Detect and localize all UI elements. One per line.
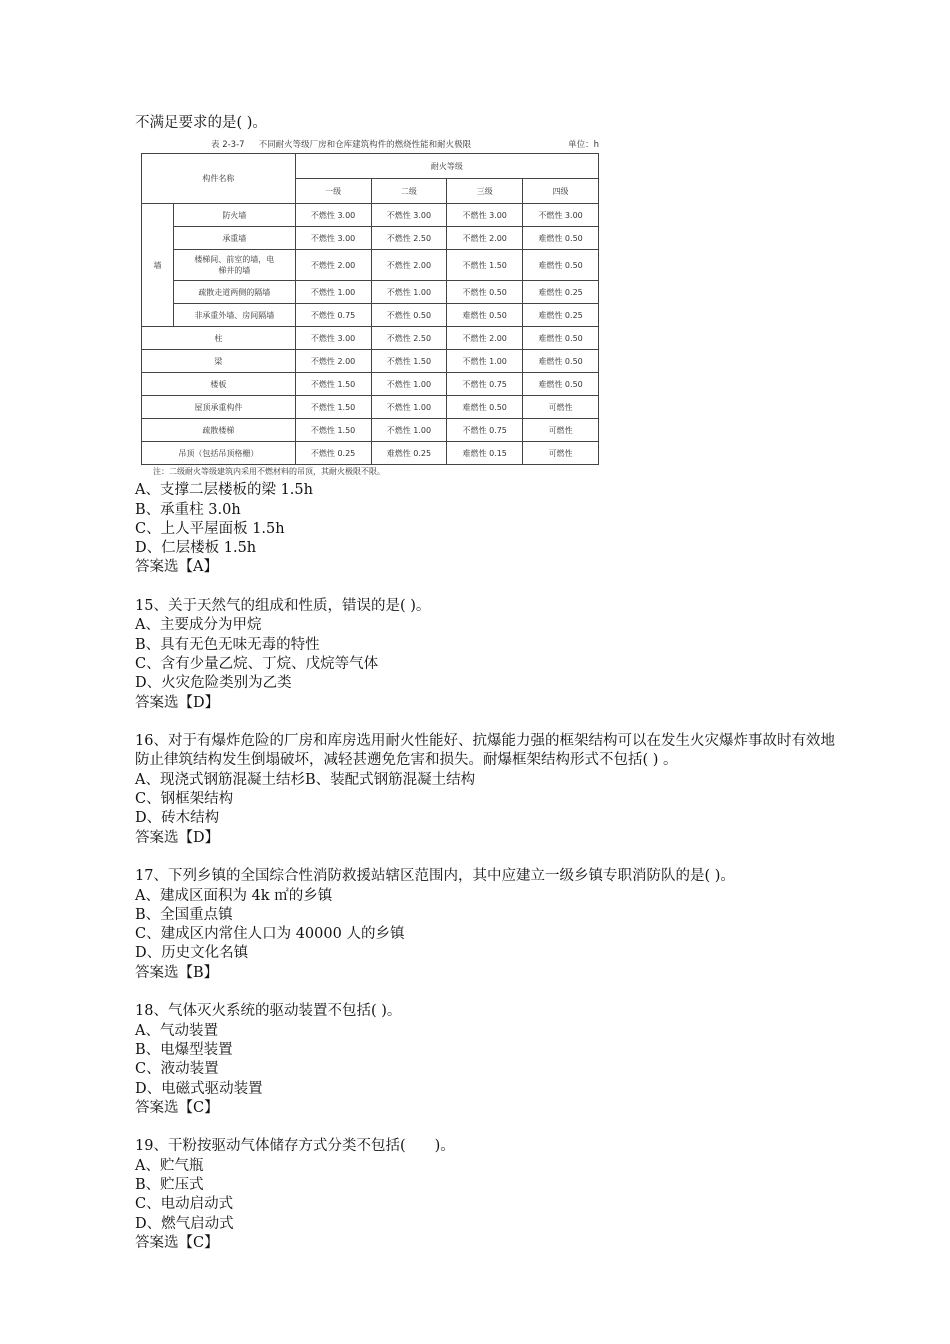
cell: 不燃性 1.00 (371, 419, 447, 442)
table-row (142, 442, 599, 465)
cell: 难燃性 0.25 (523, 304, 599, 327)
row-name: 吊顶（包括吊顶格栅） (142, 442, 296, 465)
table-row (142, 250, 599, 281)
row-name: 疏散楼梯 (142, 419, 296, 442)
table-note: 注：二级耐火等级建筑内采用不燃材料的吊顶，其耐火极限不限。 (153, 467, 385, 477)
option: A、现浇式钢筋混凝土结杉B、装配式钢筋混凝土结构 (135, 771, 476, 788)
option: C、钢框架结构 (135, 791, 234, 808)
question-stem: 19、干粉按驱动气体储存方式分类不包括( )。 (135, 1138, 455, 1155)
table-row (142, 204, 599, 227)
cell: 不燃性 2.50 (371, 327, 447, 350)
cell: 不燃性 0.50 (447, 281, 523, 304)
option: D、火灾危险类别为乙类 (135, 675, 292, 692)
question-14-stem-tail: 不满足要求的是( )。 (135, 115, 267, 131)
header-component-name: 构件名称 (142, 154, 296, 204)
option: C、上人平屋面板 1.5h (135, 520, 285, 537)
cell: 不燃性 1.00 (371, 281, 447, 304)
cell: 难燃性 0.50 (523, 373, 599, 396)
row-name: 疏散走道两侧的隔墙 (173, 281, 295, 304)
cell: 不燃性 0.75 (447, 373, 523, 396)
option: C、建成区内常住人口为 40000 人的乡镇 (135, 926, 405, 943)
header-fire-grade: 耐火等级 (295, 154, 598, 179)
answer: 答案选【C】 (135, 1099, 219, 1116)
cell: 不燃性 2.00 (447, 327, 523, 350)
table-caption-title: 不同耐火等级厂房和仓库建筑构件的燃烧性能和耐火极限 (258, 140, 472, 151)
cell: 难燃性 0.50 (523, 350, 599, 373)
cell: 难燃性 0.50 (523, 227, 599, 250)
option: B、承重柱 3.0h (135, 501, 241, 518)
cell: 难燃性 0.25 (371, 442, 447, 465)
wall-group-label: 墙 (142, 204, 174, 327)
option: A、气动装置 (135, 1022, 218, 1039)
option: B、电爆型装置 (135, 1041, 233, 1058)
option: D、电磁式驱动装置 (135, 1080, 263, 1097)
cell: 不燃性 3.00 (295, 204, 371, 227)
row-name: 楼梯间、前室的墙，电梯井的墙 (173, 250, 295, 281)
cell: 难燃性 0.25 (523, 281, 599, 304)
answer: 答案选【C】 (135, 1234, 219, 1251)
option: C、液动装置 (135, 1061, 219, 1078)
table-row (142, 350, 599, 373)
cell: 难燃性 0.50 (523, 250, 599, 281)
table-row (142, 227, 599, 250)
row-name: 梁 (142, 350, 296, 373)
row-name: 屋顶承重构件 (142, 396, 296, 419)
cell: 难燃性 0.50 (447, 304, 523, 327)
question-stem: 17、下列乡镇的全国综合性消防救援站辖区范围内，其中应建立一级乡镇专职消防队的是( )。 (135, 868, 735, 885)
cell: 不燃性 1.50 (371, 350, 447, 373)
option: B、具有无色无味无毒的特性 (135, 636, 320, 653)
table-row (142, 373, 599, 396)
cell: 不燃性 2.00 (295, 250, 371, 281)
fire-rating-table (141, 153, 599, 465)
answer: 答案选【D】 (135, 694, 220, 711)
cell: 不燃性 1.00 (371, 396, 447, 419)
cell: 不燃性 2.00 (295, 350, 371, 373)
option: B、贮压式 (135, 1176, 204, 1193)
table-row (142, 281, 599, 304)
cell: 不燃性 0.50 (371, 304, 447, 327)
option: D、历史文化名镇 (135, 945, 249, 962)
cell: 不燃性 3.00 (523, 204, 599, 227)
option: C、含有少量乙烷、丁烷、戊烷等气体 (135, 655, 379, 672)
cell: 不燃性 1.50 (295, 373, 371, 396)
answer: 答案选【D】 (135, 829, 220, 846)
grade-header: 二级 (371, 179, 447, 204)
option: B、全国重点镇 (135, 906, 233, 923)
cell: 不燃性 3.00 (447, 204, 523, 227)
option: A、贮气瓶 (135, 1157, 204, 1174)
question-stem: 18、气体灭火系统的驱动装置不包括( )。 (135, 1003, 402, 1020)
cell: 不燃性 0.25 (295, 442, 371, 465)
cell: 难燃性 0.15 (447, 442, 523, 465)
table-row (142, 419, 599, 442)
row-name: 楼板 (142, 373, 296, 396)
document-page (135, 114, 835, 1253)
question-stem: 16、对于有爆炸危险的厂房和库房选用耐火性能好、抗爆能力强的框架结构可以在发生火灾爆炸事故时有效地防止律筑结构发生倒塌破坏，减轻甚遡免危害和损失。耐爆框架结构形式不包括( ) 。 (135, 733, 835, 769)
question-stem: 15、关于天然气的组成和性质，错误的是( )。 (135, 598, 431, 615)
option: A、建成区面积为 4k ㎡的乡镇 (135, 887, 333, 904)
table-row (142, 396, 599, 419)
cell: 不燃性 0.75 (295, 304, 371, 327)
grade-header: 四级 (523, 179, 599, 204)
option: A、支撑二层楼板的梁 1.5h (135, 482, 313, 499)
cell: 可燃性 (523, 396, 599, 419)
row-name: 柱 (142, 327, 296, 350)
cell: 难燃性 0.50 (523, 327, 599, 350)
cell: 可燃性 (523, 442, 599, 465)
cell: 不燃性 1.50 (295, 396, 371, 419)
cell: 难燃性 0.50 (447, 396, 523, 419)
row-name: 非承重外墙、房间隔墙 (173, 304, 295, 327)
option: D、燃气启动式 (135, 1215, 234, 1232)
option: A、主要成分为甲烷 (135, 617, 262, 634)
cell: 不燃性 3.00 (295, 327, 371, 350)
cell: 不燃性 2.50 (371, 227, 447, 250)
answer: 答案选【B】 (135, 964, 219, 981)
cell: 不燃性 1.00 (371, 373, 447, 396)
cell: 不燃性 3.00 (371, 204, 447, 227)
grade-header: 一级 (295, 179, 371, 204)
cell: 可燃性 (523, 419, 599, 442)
fire-rating-table-figure (135, 137, 603, 479)
table-caption-unit: 单位：h (568, 140, 599, 151)
cell: 不燃性 1.50 (447, 250, 523, 281)
cell: 不燃性 1.50 (295, 419, 371, 442)
answer: 答案选【A】 (135, 559, 218, 576)
table-caption (135, 137, 603, 153)
option: D、仁层楼板 1.5h (135, 540, 257, 557)
cell: 不燃性 2.00 (447, 227, 523, 250)
table-caption-id: 表 2-3-7 (211, 140, 245, 151)
cell: 不燃性 1.00 (447, 350, 523, 373)
table-row (142, 327, 599, 350)
cell: 不燃性 0.75 (447, 419, 523, 442)
grade-header: 三级 (447, 179, 523, 204)
cell: 不燃性 2.00 (371, 250, 447, 281)
table-row (142, 304, 599, 327)
option: C、电动启动式 (135, 1196, 234, 1213)
option: D、砖木结构 (135, 810, 220, 827)
cell: 不燃性 3.00 (295, 227, 371, 250)
cell: 不燃性 1.00 (295, 281, 371, 304)
row-name: 承重墙 (173, 227, 295, 250)
row-name: 防火墙 (173, 204, 295, 227)
